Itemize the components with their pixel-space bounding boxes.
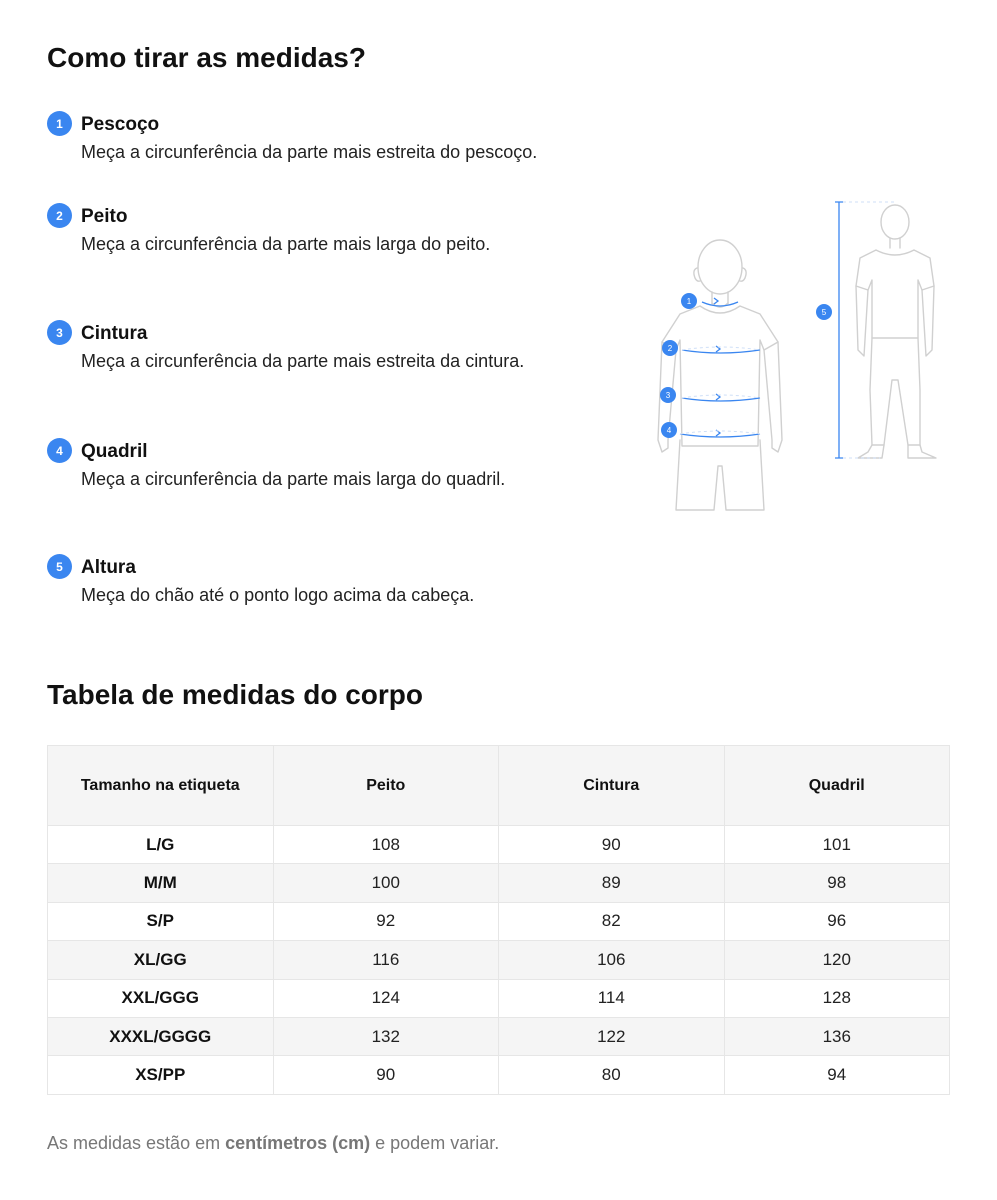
units-footnote	[47, 1133, 499, 1154]
waist-value: 90	[499, 826, 725, 864]
chest-value: 100	[273, 864, 499, 902]
step-description: Meça a circunferência da parte mais estreita da cintura.	[81, 351, 525, 371]
chest-value: 92	[273, 902, 499, 940]
size-label: XL/GG	[48, 941, 274, 979]
chest-value: 132	[273, 1017, 499, 1055]
waist-value: 114	[499, 979, 725, 1017]
footnote-suffix: e podem variar.	[370, 1133, 500, 1153]
step-number-badge: 1	[47, 111, 72, 136]
marker-label: 2	[667, 344, 673, 353]
hip-value: 128	[724, 979, 950, 1017]
hip-value: 94	[724, 1056, 950, 1094]
body-measurement-icon	[640, 190, 960, 520]
step-title: Cintura	[81, 323, 148, 344]
step-title: Peito	[81, 206, 128, 227]
step-description: Meça do chão até o ponto logo acima da cabeça.	[81, 585, 475, 605]
step-number-badge: 3	[47, 320, 72, 345]
size-label: S/P	[48, 902, 274, 940]
table-row	[48, 1056, 950, 1094]
body-measurement-illustration	[640, 190, 960, 520]
chest-value: 124	[273, 979, 499, 1017]
size-label: M/M	[48, 864, 274, 902]
size-label: L/G	[48, 826, 274, 864]
table-row	[48, 941, 950, 979]
waist-value: 89	[499, 864, 725, 902]
table-row	[48, 826, 950, 864]
waist-value: 82	[499, 902, 725, 940]
footnote-unit: centímetros (cm)	[225, 1133, 371, 1153]
waist-value: 106	[499, 941, 725, 979]
waist-value: 122	[499, 1017, 725, 1055]
table-row	[48, 902, 950, 940]
marker-label: 5	[821, 308, 827, 317]
table-section-title: Tabela de medidas do corpo	[47, 679, 424, 710]
size-label: XXL/GGG	[48, 979, 274, 1017]
table-header-row	[48, 746, 950, 826]
chest-value: 90	[273, 1056, 499, 1094]
hip-value: 101	[724, 826, 950, 864]
measure-section-title: Como tirar as medidas?	[47, 42, 366, 73]
column-header-waist: Cintura	[499, 746, 725, 826]
size-table	[47, 745, 950, 1095]
column-header-size: Tamanho na etiqueta	[48, 746, 274, 826]
column-header-hip: Quadril	[724, 746, 950, 826]
table-row	[48, 979, 950, 1017]
hip-value: 120	[724, 941, 950, 979]
step-description: Meça a circunferência da parte mais larga do peito.	[81, 234, 491, 254]
column-header-chest: Peito	[273, 746, 499, 826]
step-title: Altura	[81, 557, 136, 578]
step-description: Meça a circunferência da parte mais larga do quadril.	[81, 469, 506, 489]
size-label: XS/PP	[48, 1056, 274, 1094]
step-title: Quadril	[81, 441, 148, 462]
chest-value: 108	[273, 826, 499, 864]
marker-label: 4	[666, 426, 672, 435]
table-row	[48, 864, 950, 902]
step-number-badge: 5	[47, 554, 72, 579]
table-row	[48, 1017, 950, 1055]
size-label: XXXL/GGGG	[48, 1017, 274, 1055]
hip-value: 96	[724, 902, 950, 940]
marker-label: 3	[665, 391, 671, 400]
chest-value: 116	[273, 941, 499, 979]
hip-value: 98	[724, 864, 950, 902]
hip-value: 136	[724, 1017, 950, 1055]
waist-value: 80	[499, 1056, 725, 1094]
step-number-badge: 2	[47, 203, 72, 228]
step-title: Pescoço	[81, 114, 160, 135]
footnote-prefix: As medidas estão em	[47, 1133, 226, 1153]
marker-label: 1	[686, 297, 692, 306]
step-number-badge: 4	[47, 438, 72, 463]
step-description: Meça a circunferência da parte mais estreita do pescoço.	[81, 142, 538, 162]
